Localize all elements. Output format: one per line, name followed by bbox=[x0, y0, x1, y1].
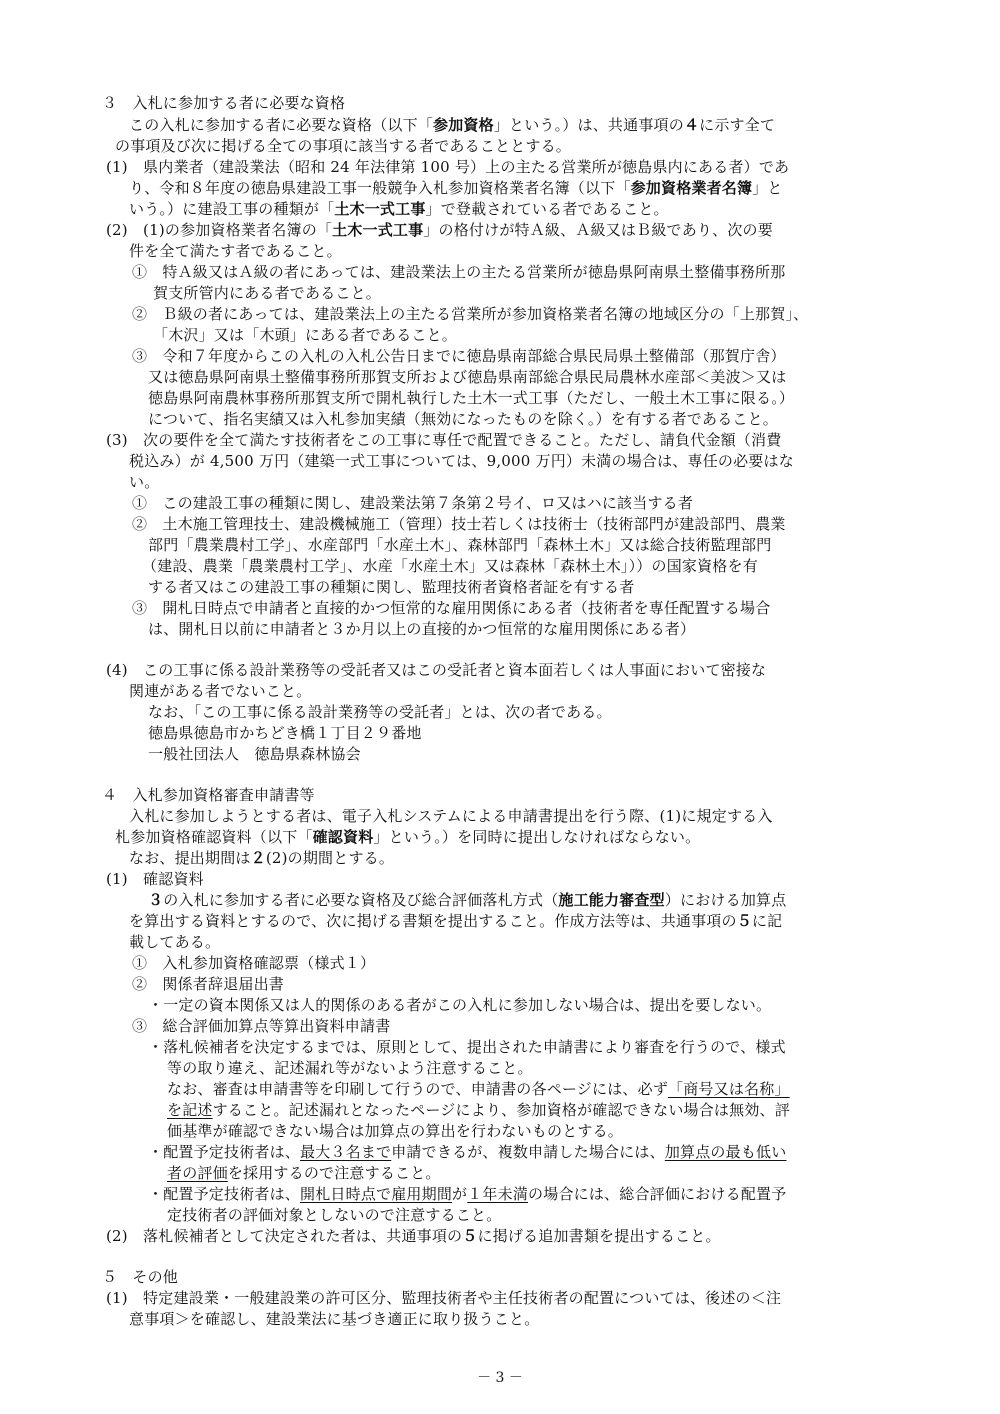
section-5-title: ５ その他 bbox=[102, 1268, 179, 1286]
item-3-3-line2: 税込み）が 4,500 万円（建築一式工事については、9,000 万円）未満の場合は、専任の必要はな bbox=[129, 452, 794, 470]
item-3-4-organization: 一般社団法人 徳島県森林協会 bbox=[148, 745, 361, 763]
item-3-2-line2: 件を全て満たす者であること。 bbox=[129, 242, 342, 260]
item-4-1-bullet3-line2: 定技術者の評価対象としないので注意すること。 bbox=[167, 1206, 502, 1224]
section-4-title: ４ 入札参加資格審査申請書等 bbox=[102, 786, 315, 804]
item-3-2-sub3-line3: 徳島県阿南農林事務所那賀支所で開札執行した土木一式工事（ただし、一般土木工事に限る。） bbox=[148, 389, 795, 407]
item-3-2-sub3-line4: について、指名実績又は入札参加実績（無効になったものを除く。）を有する者であること。 bbox=[148, 410, 779, 428]
item-3-2-sub2-line1: ② Ｂ級の者にあっては、建設業法上の主たる営業所が参加資格業者名簿の地域区分の「上那賀」、 bbox=[132, 305, 809, 323]
item-4-1-bullet1-line1: ・落札候補者を決定するまでは、原則として、提出された申請書により審査を行うので、様式 bbox=[148, 1038, 786, 1056]
item-4-1-para-line1: ３の入札に参加する者に必要な資格及び総合評価落札方式（施工能力審査型）における加算点 bbox=[148, 891, 787, 909]
item-4-1-bullet1-line5: 価基準が確認できない場合は加算点の算出を行わないものとする。 bbox=[167, 1122, 624, 1140]
item-3-3-sub3-line1: ③ 開札日時点で申請者と直接的かつ恒常的な雇用関係にある者（技術者を専任配置する場合 bbox=[132, 599, 771, 617]
item-3-3-sub2-line1: ② 土木施工管理技士、建設機械施工（管理）技士若しくは技術士（技術部門が建設部門、農業 bbox=[132, 515, 786, 533]
section-4-intro-line2: 札参加資格確認資料（以下「確認資料」という。）を同時に提出しなければならない。 bbox=[115, 828, 701, 846]
section-3-intro-line1: この入札に参加する者に必要な資格（以下「参加資格」という。）は、共通事項の４に示す全て bbox=[129, 116, 776, 134]
item-3-4-line2: 関連がある者でないこと。 bbox=[129, 682, 312, 700]
item-3-3-sub3-line2: は、開札日以前に申請者と３か月以上の直接的かつ恒常的な雇用関係にある者） bbox=[148, 620, 696, 638]
item-3-1-line1: (1) 県内業者（建設業法（昭和 24 年法律第 100 号）上の主たる営業所が徳島県内にある者）であ bbox=[106, 158, 790, 176]
item-3-1-line2: り、令和８年度の徳島県建設工事一般競争入札参加資格業者名簿（以下「参加資格業者名簿」と bbox=[129, 179, 783, 197]
item-3-2-sub2-line2: 「木沢」又は「木頭」にある者であること。 bbox=[153, 326, 458, 344]
item-3-1-line3: いう。）に建設工事の種類が「土木一式工事」で登載されている者であること。 bbox=[129, 200, 669, 218]
item-3-3-sub2-line2: 部門「農業農村工学」、水産部門「水産土木」、森林部門「森林土木」又は総合技術監理部門 bbox=[148, 536, 772, 554]
item-3-3-line3: い。 bbox=[129, 473, 160, 491]
item-4-1-bullet1-line2: 等の取り違え、記述漏れ等がないよう注意すること。 bbox=[167, 1059, 533, 1077]
item-4-1-sub2-bullet: ・一定の資本関係又は人的関係のある者がこの入札に参加しない場合は、提出を要しない。 bbox=[148, 996, 772, 1014]
item-3-3-sub1: ① この建設工事の種類に関し、建設業法第７条第２号イ、ロ又はハに該当する者 bbox=[132, 494, 694, 512]
item-3-2-sub1-line2: 賀支所管内にある者であること。 bbox=[153, 284, 382, 302]
item-4-1-bullet1-line4: を記述すること。記述漏れとなったページにより、参加資格が確認できない場合は無効、評 bbox=[167, 1101, 790, 1119]
item-3-3-sub2-line4: する者又はこの建設工事の種類に関し、監理技術者資格者証を有する者 bbox=[148, 578, 635, 596]
section-3-intro-line2: の事項及び次に掲げる全ての事項に該当する者であることとする。 bbox=[115, 137, 572, 155]
item-4-2: (2) 落札候補者として決定された者は、共通事項の５に掲げる追加書類を提出すること。 bbox=[106, 1227, 721, 1245]
item-4-1-bullet2-line1: ・配置予定技術者は、最大３名まで申請できるが、複数申請した場合には、加算点の最も低い bbox=[148, 1143, 787, 1161]
section-3-title: ３ 入札に参加する者に必要な資格 bbox=[102, 94, 346, 112]
item-4-1-bullet3-line1: ・配置予定技術者は、開札日時点で雇用期間が１年未満の場合には、総合評価における配置予 bbox=[148, 1185, 787, 1203]
item-4-1-title: (1) 確認資料 bbox=[106, 870, 204, 888]
section-4-intro-line3: なお、提出期間は２(2)の期間とする。 bbox=[129, 849, 395, 867]
item-4-1-sub2: ② 関係者辞退届出書 bbox=[132, 975, 285, 993]
item-3-4-address: 徳島県徳島市かちどき橋１丁目２９番地 bbox=[148, 724, 422, 742]
item-4-1-bullet2-line2: 者の評価を採用するので注意すること。 bbox=[167, 1164, 441, 1182]
page-number: － 3 － bbox=[477, 1370, 523, 1386]
section-4-intro-line1: 入札に参加しようとする者は、電子入札システムによる申請書提出を行う際、(1)に規定する入 bbox=[129, 807, 773, 825]
item-3-4-line3: なお、「この工事に係る設計業務等の受託者」とは、次の者である。 bbox=[148, 703, 612, 721]
item-3-2-line1: (2) (1)の参加資格業者名簿の「土木一式工事」の格付けが特Ａ級、Ａ級又はＢ級であり、次の要 bbox=[106, 221, 773, 239]
item-3-2-sub3-line1: ③ 令和７年度からこの入札の入札公告日までに徳島県南部総合県民局県土整備部（那賀庁舎） bbox=[132, 347, 786, 365]
item-5-1-line1: (1) 特定建設業・一般建設業の許可区分、監理技術者や主任技術者の配置については、後述の＜注 bbox=[106, 1289, 782, 1307]
item-5-1-line2: 意事項＞を確認し、建設業法に基づき適正に取り扱うこと。 bbox=[129, 1310, 540, 1328]
item-4-1-sub1: ① 入札参加資格確認票（様式１） bbox=[132, 954, 376, 972]
item-3-4-line1: (4) この工事に係る設計業務等の受託者又はこの受託者と資本面若しくは人事面において密接な bbox=[106, 661, 767, 679]
item-4-1-bullet1-line3: なお、審査は申請書等を印刷して行うので、申請書の各ページには、必ず「商号又は名称」 bbox=[167, 1080, 790, 1098]
item-3-2-sub3-line2: 又は徳島県阿南県土整備事務所那賀支所および徳島県南部総合県民局農林水産部＜美波＞又は bbox=[148, 368, 787, 386]
item-4-1-sub3: ③ 総合評価加算点等算出資料申請書 bbox=[132, 1017, 391, 1035]
item-4-1-para-line3: 載してある。 bbox=[129, 933, 221, 951]
item-3-2-sub1-line1: ① 特Ａ級又はＡ級の者にあっては、建設業法上の主たる営業所が徳島県阿南県土整備事務所那 bbox=[132, 263, 786, 281]
item-3-3-line1: (3) 次の要件を全て満たす技術者をこの工事に専任で配置できること。ただし、請負代金額（消費 bbox=[106, 431, 782, 449]
item-3-3-sub2-line3: （建設、農業「農業農村工学」、水産「水産土木」又は森林「森林土木」））の国家資格を有 bbox=[142, 557, 758, 575]
item-4-1-para-line2: を算出する資料とするので、次に掲げる書類を提出すること。作成方法等は、共通事項の５に記 bbox=[129, 912, 783, 930]
